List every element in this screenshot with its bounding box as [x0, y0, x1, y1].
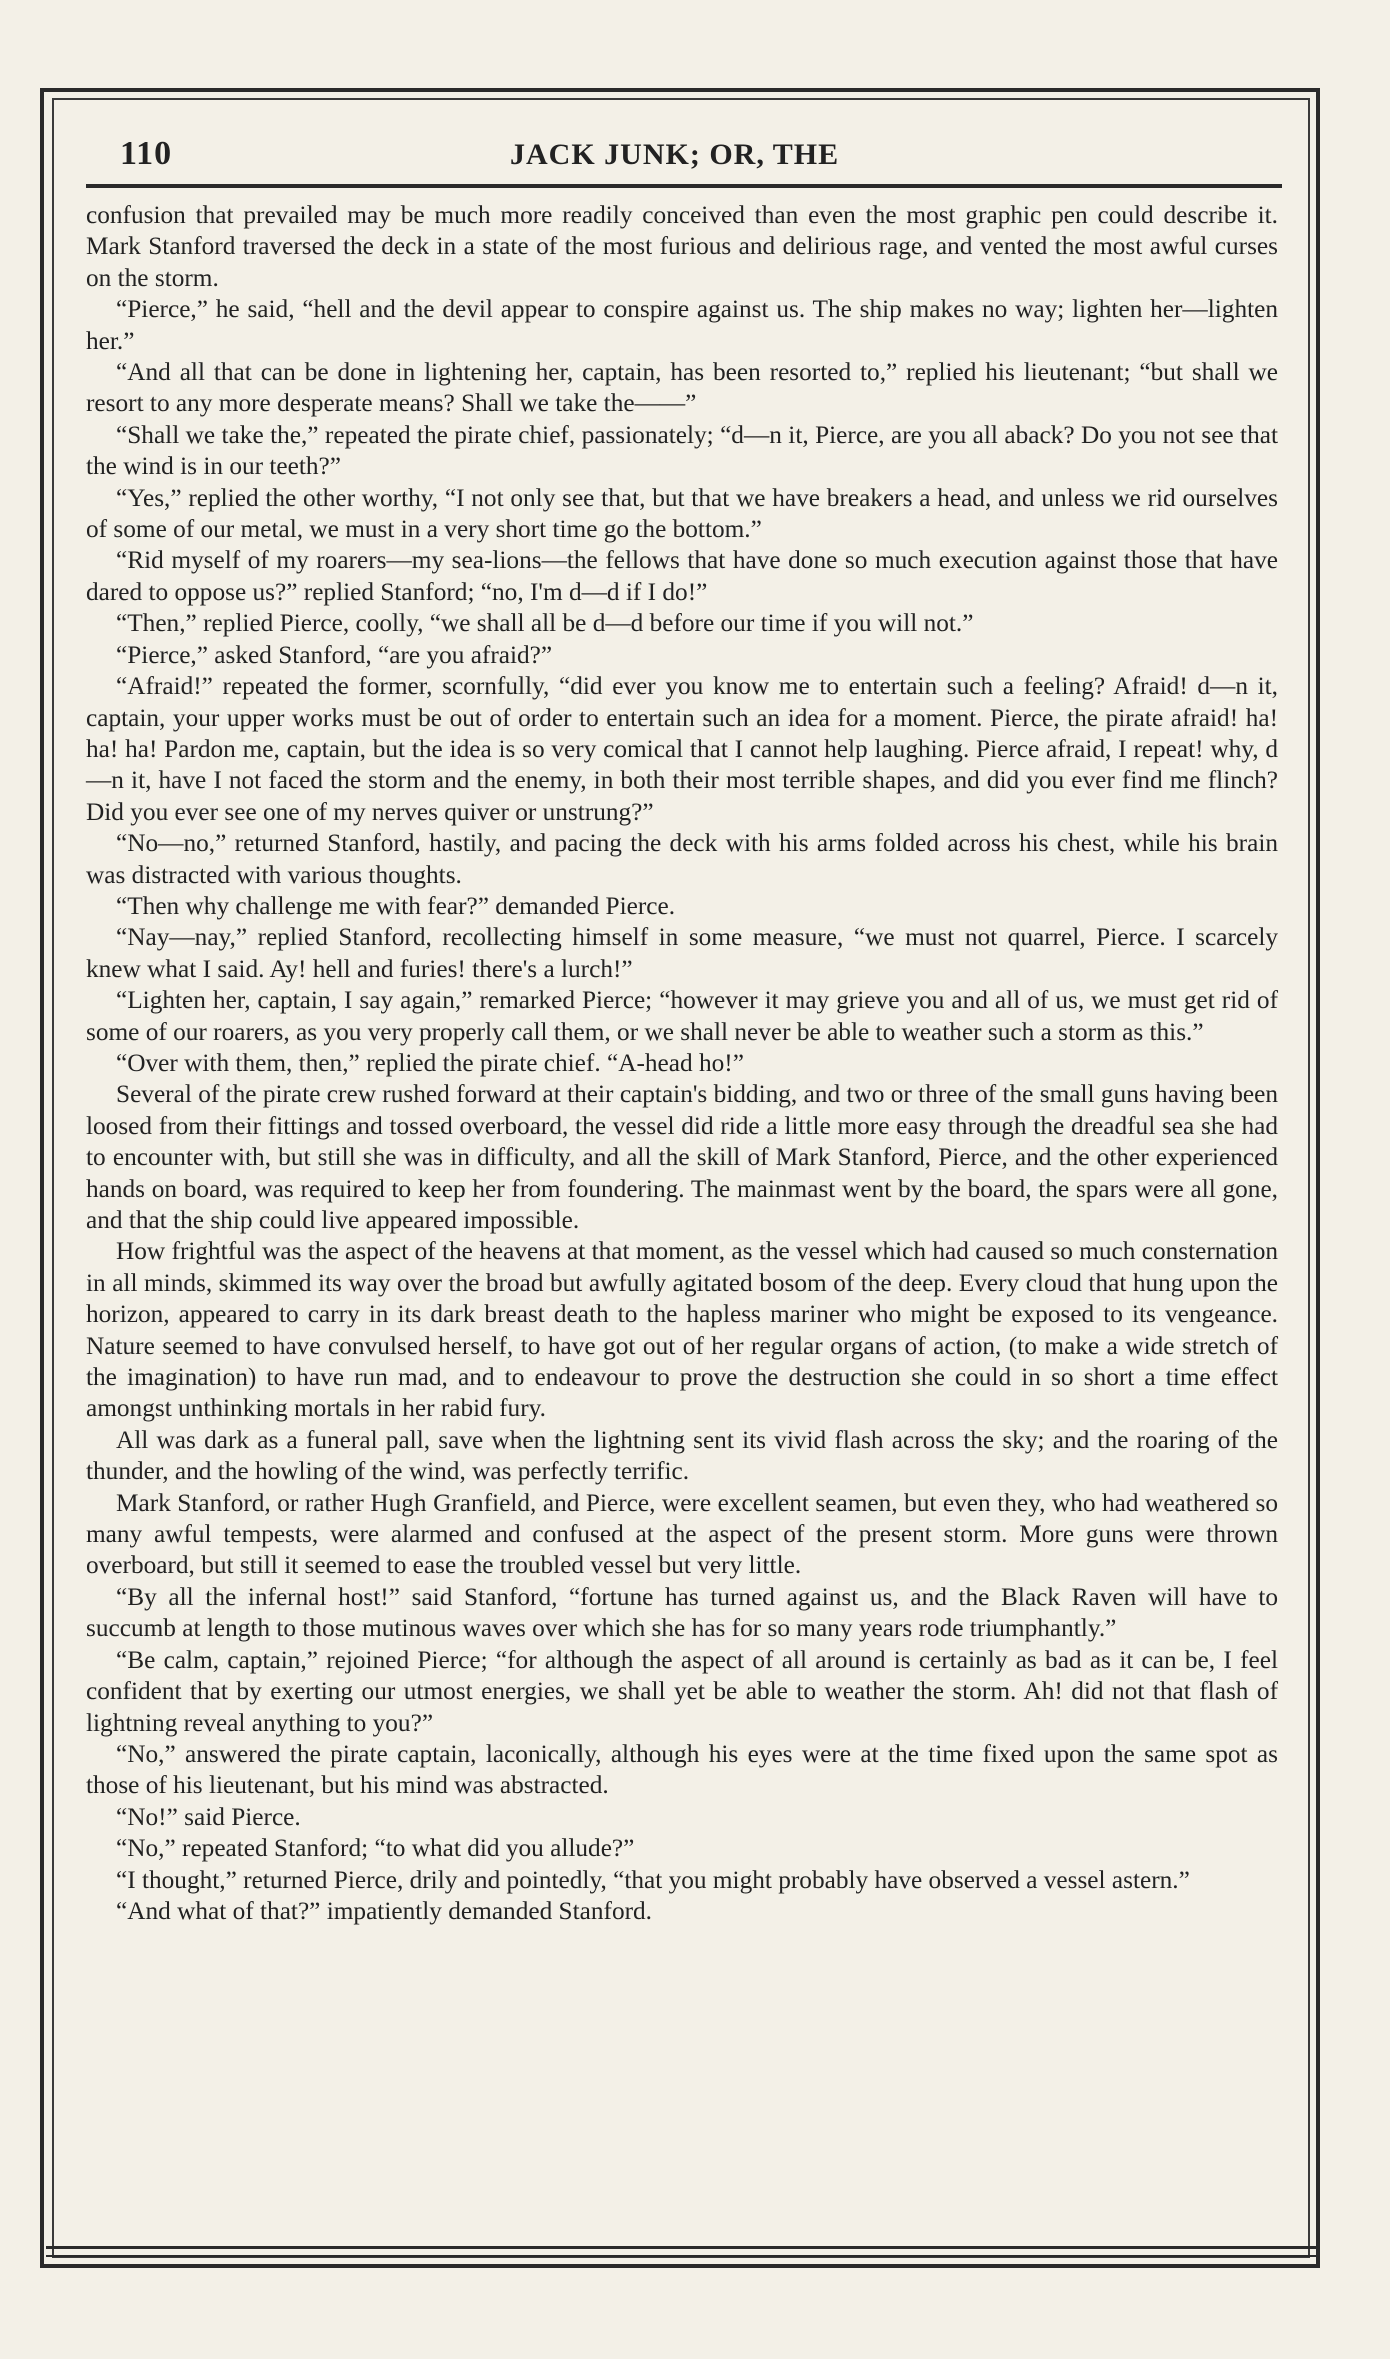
paragraph: “I thought,” returned Pierce, drily and pointedly, “that you might probably have observed a vessel astern.” [116, 1865, 1190, 1894]
paragraph: “No,” answered the pirate captain, laconically, although his eyes were at the time fixed upon the same spot as those of his lieutenant, but his mind was abstracted. [86, 1739, 1278, 1800]
paragraph: “Over with them, then,” replied the pirate chief. “A-head ho!” [116, 1048, 744, 1077]
header-rule [86, 184, 1282, 188]
running-title: JACK JUNK; OR, THE [510, 138, 840, 171]
paragraph: “Rid myself of my roarers—my sea-lions—the fellows that have done so much execution against those that have dared to oppose us?” replied Stanford; “no, I'm d—d if I do!” [86, 546, 1278, 606]
paragraph: “Afraid!” repeated the former, scornfully, “did ever you know me to entertain such a feeling? Afraid! d—n it, captain, your upper works must be out of order to entertain such an idea for a moment. Pierce, the pirate afraid! ha! ha! ha! Pardon me, captain, but the idea is so very comical that I cannot help laughing. Pierce afraid, I repeat! why, d—n it, have I not faced the storm and the enemy, in both their most terrible shapes, and did you ever find me flinch? Did you ever see one of my nerves quiver or unstrung?” [86, 672, 1278, 826]
paragraph: “Pierce,” asked Stanford, “are you afraid?” [116, 640, 553, 669]
paragraph: “Nay—nay,” replied Stanford, recollecting himself in some measure, “we must not quarrel, Pierce. I scarcely knew what I said. Ay! hell and furies! there's a lurch!” [86, 923, 1278, 983]
paragraph: “Pierce,” he said, “hell and the devil appear to conspire against us. The ship makes no way; lighten her—lighten her.” [86, 295, 1278, 355]
paragraph: Mark Stanford, or rather Hugh Granfield, and Pierce, were excellent seamen, but even they, who had weathered so many awful tempests, were alarmed and confused at the aspect of the present storm. More guns were thrown overboard, but still it seemed to ease the troubled vessel but very little. [86, 1488, 1278, 1580]
page-number: 110 [120, 135, 173, 172]
paragraph: Several of the pirate crew rushed forward at their captain's bidding, and two or three of the small guns having been loosed from their fittings and tossed overboard, the vessel did ride a little more easy through the dreadful sea she had to encounter with, but still she was in difficulty, and all the skill of Mark Stanford, Pierce, and the other experienced hands on board, was required to keep her from foundering. The mainmast went by the board, the spars were all gone, and that the ship could live appeared impossible. [86, 1080, 1278, 1234]
paragraph: “By all the infernal host!” said Stanford, “fortune has turned against us, and the Black Raven will have to succumb at length to those mutinous waves over which she has for so many years rode triumphantly.” [86, 1582, 1278, 1643]
page-header [90, 135, 1290, 185]
paragraph: “Shall we take the,” repeated the pirate chief, passionately; “d—n it, Pierce, are you all aback? Do you not see that the wind is in our teeth?” [86, 420, 1278, 481]
paragraph: How frightful was the aspect of the heavens at that moment, as the vessel which had caused so much consternation in all minds, skimmed its way over the broad but awfully agitated bosom of the deep. Every cloud that hung upon the horizon, appeared to carry in its dark breast death to the hapless mariner who might be exposed to its vengeance. Nature seemed to have convulsed herself, to have got out of her regular organs of action, (to make a wide stretch of the imagination) to have run mad, and to endeavour to prove the destruction she could in so short a time effect amongst unthinking mortals in her rabid fury. [86, 1237, 1278, 1423]
paragraph: “No—no,” returned Stanford, hastily, and pacing the deck with his arms folded across his chest, while his brain was distracted with various thoughts. [86, 829, 1278, 889]
footer-rule [46, 2246, 1318, 2257]
paragraph: “And what of that?” impatiently demanded Stanford. [116, 1896, 652, 1925]
paragraph: “No,” repeated Stanford; “to what did you allude?” [116, 1834, 635, 1863]
paragraph: “Be calm, captain,” rejoined Pierce; “for although the aspect of all around is certainly as bad as it can be, I feel confident that by exerting our utmost energies, we shall yet be able to weather the storm. Ah! did not that flash of lightning reveal anything to you?” [86, 1645, 1278, 1737]
paragraph: “No!” said Pierce. [116, 1802, 301, 1831]
body-text [86, 200, 1278, 1927]
paragraph: “Yes,” replied the other worthy, “I not only see that, but that we have breakers a head, and unless we rid ourselves of some of our metal, we must in a very short time go the bottom.” [86, 483, 1278, 544]
paragraph: “Then why challenge me with fear?” demanded Pierce. [116, 891, 676, 920]
paragraph: “And all that can be done in lightening her, captain, has been resorted to,” replied his lieutenant; “but shall we resort to any more desperate means? Shall we take the——” [86, 358, 1278, 418]
paragraph: “Lighten her, captain, I say again,” remarked Pierce; “however it may grieve you and all of us, we must get rid of some of our roarers, as you very properly call them, or we shall never be able to weather such a storm as this.” [86, 986, 1278, 1046]
paragraph: All was dark as a funeral pall, save when the lightning sent its vivid flash across the sky; and the roaring of the thunder, and the howling of the wind, was perfectly terrific. [86, 1425, 1278, 1486]
paragraph: “Then,” replied Pierce, coolly, “we shall all be d—d before our time if you will not.” [116, 609, 974, 638]
paragraph: confusion that prevailed may be much more readily conceived than even the most graphic pen could describe it. Mark Stanford traversed the deck in a state of the most furious and delirious rage, and vented the most awful curses on the storm. [86, 201, 1278, 292]
